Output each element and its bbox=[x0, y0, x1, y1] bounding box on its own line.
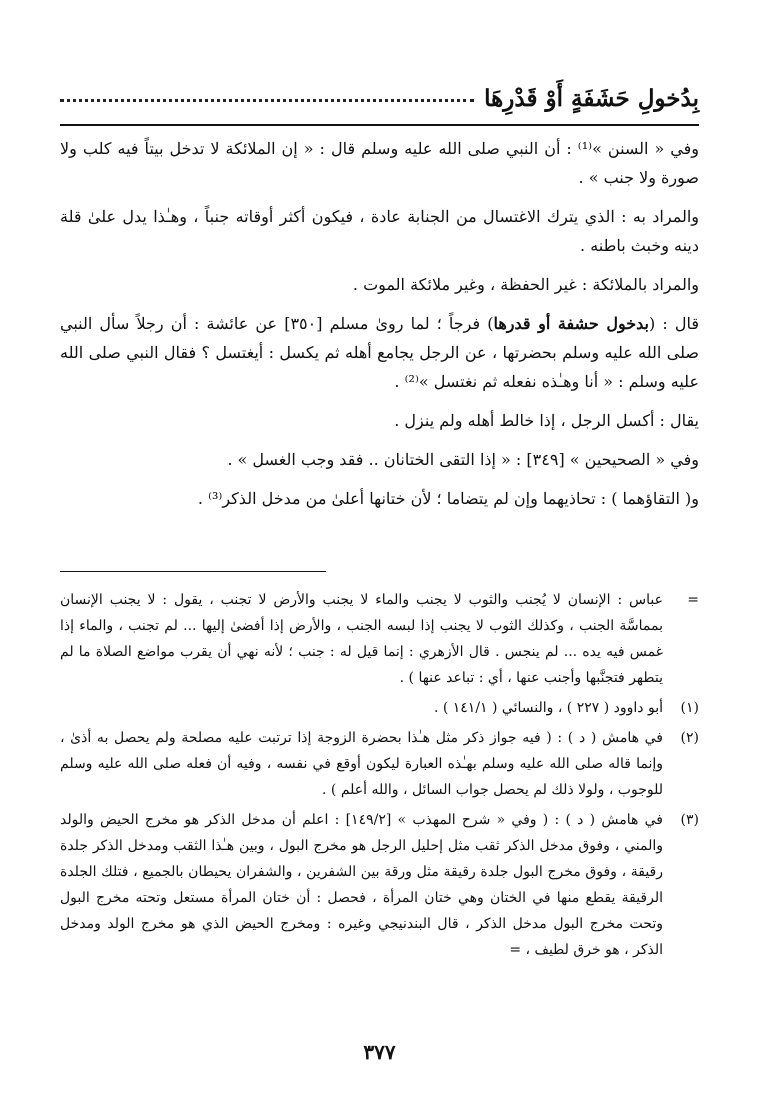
footnote-continued bbox=[60, 587, 699, 691]
footnote-marker: (٢) bbox=[680, 730, 699, 746]
header-title: بِدُخولِ حَشَفَةٍ أَوْ قَدْرِهَا bbox=[484, 85, 699, 112]
footnote-3 bbox=[60, 807, 699, 963]
p4-end: ) فرجاً ؛ لما روىٰ مسلم [٣٥٠] عن عائشة : أن رجلاً سأل النبي صلى الله عليه وسلم بحضرتها ، عن الرجل يجامع أهله ثم يكسل : أيغتسل ؟ فقال النبي صلى الله عليه وسلم : « أنا وهـٰذه نفعله ثم نغتسل »⁽²⁾ . bbox=[60, 314, 699, 391]
paragraph-2: والمراد به : الذي يترك الاغتسال من الجنابة عادة ، فيكون أكثر أوقاته جنباً ، وهـٰذا يدل علىٰ قلة دينه وخبث باطنه . bbox=[60, 207, 699, 255]
header-dots bbox=[60, 75, 474, 102]
main-text bbox=[60, 134, 699, 523]
footnotes bbox=[60, 587, 699, 967]
paragraph-3: والمراد بالملائكة : غير الحفظة ، وغير ملائكة الموت . bbox=[352, 275, 699, 294]
footnote-text: في هامش ( د ) : ( وفي « شرح المهذب » [١٤٩/٢] : اعلم أن مدخل الذكر هو مخرج الحيض والولد والمني ، وفوق مدخل الذكر ثقب مثل إحليل الرجل هو مخرج البول ، وبين هـٰذا الثقب ومدخل الذكر جلدة رقيقة ، وفوق مخرج البول جلدة رقيقة مثل ورقة بين الشفرين ، والشفران يحيطان بالجميع ، فتلك الجلدة الرقيقة يقطع منها في الختان وهي ختان المرأة ، فحصل : أن ختان المرأة مستعل وتحته مخرج البول وتحت مخرج البول مدخل الذكر ، قال البندنيجي وغيره : ومخرج الحيض الذي هو مخرج الولد ومدخل الذكر ، هو خرق لطيف ، = bbox=[60, 812, 663, 958]
header-rule bbox=[60, 124, 699, 126]
footnote-text: أبو داوود ( ٢٢٧ ) ، والنسائي ( ١٤١/١ ) . bbox=[433, 700, 663, 716]
paragraph-5: يقال : أكسل الرجل ، إذا خالط أهله ولم ينزل . bbox=[394, 411, 699, 430]
page-number: ٣٧٧ bbox=[363, 1040, 396, 1064]
paragraph-6: وفي « الصحيحين » [٣٤٩] : « إذا التقى الختانان .. فقد وجب الغسل » . bbox=[227, 450, 699, 469]
paragraph-7: و( التقاؤهما ) : تحاذيهما وإن لم يتضاما ؛ لأن ختانها أعلىٰ من مدخل الذكر⁽³⁾ . bbox=[197, 489, 699, 508]
footnote-marker: (٣) bbox=[680, 812, 699, 828]
p4-start: قال : ( bbox=[649, 314, 700, 333]
footnote-2 bbox=[60, 725, 699, 803]
footnote-text: في هامش ( د ) : ( فيه جواز ذكر مثل هـٰذا بحضرة الزوجة إذا ترتبت عليه مصلحة ولم يحصل به أذىٰ ، وإنما قاله صلى الله عليه وسلم بهـٰذه العبارة ليكون أوقع في نفسه ، وفيه أن فعله صلى الله عليه وسلم للوجوب ، ولولا ذلك لم يحصل جواب السائل ، والله أعلم ) . bbox=[60, 730, 663, 798]
footnote-separator bbox=[60, 571, 326, 572]
running-header bbox=[60, 72, 699, 112]
footnote-text: عباس : الإنسان لا يُجنب والثوب لا يجنب والماء لا يجنب والأرض لا تجنب ، يقول : لا يجنب الإنسان بمماسَّة الجنب ، وكذلك الثوب لا يجنب إذا لبسه الجنب ، والأرض إذا أفضىٰ إليها ... لم تجنب ، والماء إذا غمس فيه يده ... لم ينجس . قال الأزهري : إنما قيل له : جنب ؛ لأنه نهي أن يقرب مواضع الصلاة ما لم يتطهر فتجنَّبها وأجنب عنها ، أي : تباعد عنها ) . bbox=[60, 592, 663, 686]
footnote-1 bbox=[60, 695, 699, 721]
p4-bold-matn: بدخول حشفة أو قدرها bbox=[493, 314, 649, 333]
footnote-marker: = bbox=[687, 592, 699, 608]
paragraph-4 bbox=[60, 309, 699, 396]
paragraph-1: وفي « السنن »⁽¹⁾ : أن النبي صلى الله عليه وسلم قال : « إن الملائكة لا تدخل بيتاً فيه كلب ولا صورة ولا جنب » . bbox=[60, 139, 700, 187]
footnote-marker: (١) bbox=[680, 700, 699, 716]
